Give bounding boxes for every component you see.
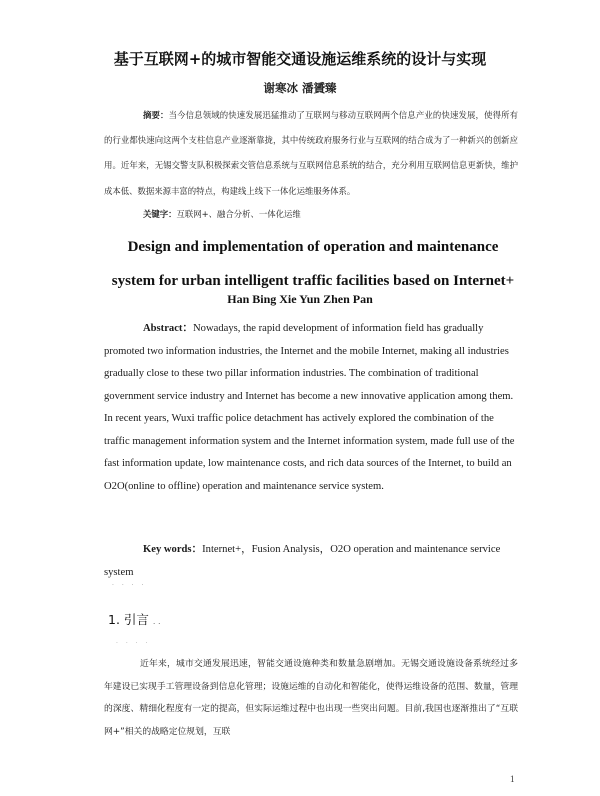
- body-paragraph: 近年来，城市交通发展迅速，智能交通设施种类和数量急剧增加。无锡交通设施设备系统经过多年建设已实现手工管理设备到信息化管理；设施运维的自动化和智能化，使得运维设备的范围、数量，管理的深度、精细化程度有一定的提高，但实际运维过程中也出现一些突出问题。目前,我国也逐渐推出了“互联网+”相关的战略定位规划，互联: [104, 659, 518, 737]
- english-authors: Han Bing Xie Yun Zhen Pan: [227, 292, 373, 306]
- section-number: 1.: [108, 612, 120, 627]
- english-abstract: [104, 318, 518, 498]
- english-abstract-label: Abstract：: [143, 323, 194, 334]
- english-title: Design and implementation of operation and maintenance system for urban intelligent traffic facilities based on Internet+: [111, 239, 515, 289]
- chinese-abstract: [104, 103, 518, 204]
- section-title: 引言: [123, 612, 149, 627]
- english-keywords-label: Key words：: [143, 544, 203, 555]
- chinese-abstract-label: 摘要：: [143, 110, 169, 120]
- english-keywords-text: Internet+，Fusion Analysis，O2O operation and maintenance service system: [104, 544, 501, 578]
- chinese-keywords-text: 互联网+、融合分析、一体化运维: [176, 209, 301, 219]
- chinese-authors: 谢寒冰 潘贇臻: [263, 81, 337, 95]
- section-heading-dots: . .: [152, 617, 161, 626]
- section-heading: [108, 610, 161, 628]
- english-keywords: [104, 539, 518, 584]
- scan-artifact-dots: · · · ·: [112, 582, 147, 589]
- english-abstract-text: Nowadays, the rapid development of information field has gradually promoted two information industries, the Internet and the mobile Internet, making all industries gradually close to these two pillar information industries. The combination of traditional government service industry and Internet has become a new innovative application among them. In recent years, Wuxi traffic police detachment has actively explored the combination of the traffic management information system and the Internet information system, made full use of the fast information update, low maintenance costs, and rich data sources of the Internet, to build an O2O(online to offline) operation and maintenance service system.: [104, 323, 515, 492]
- chinese-keywords: [143, 208, 523, 220]
- chinese-keywords-label: 关键字：: [143, 209, 177, 219]
- chinese-title: 基于互联网+的城市智能交通设施运维系统的设计与实现: [113, 50, 487, 68]
- page-number: 1: [510, 774, 515, 784]
- scan-artifact-dots-2: · · · ·: [116, 640, 151, 647]
- chinese-abstract-text: 当今信息领域的快速发展迅猛推动了互联网与移动互联网两个信息产业的快速发展，使得所有的行业都快速向这两个支柱信息产业逐渐靠拢，其中传统政府服务行业与互联网的结合成为了一种新兴的创新应用。近年来，无锡交警支队积极探索交管信息系统与互联网信息系统的结合，充分利用互联网信息更新快，维护成本低、数据来源丰富的特点，构建线上线下一体化运维服务体系。: [104, 110, 519, 196]
